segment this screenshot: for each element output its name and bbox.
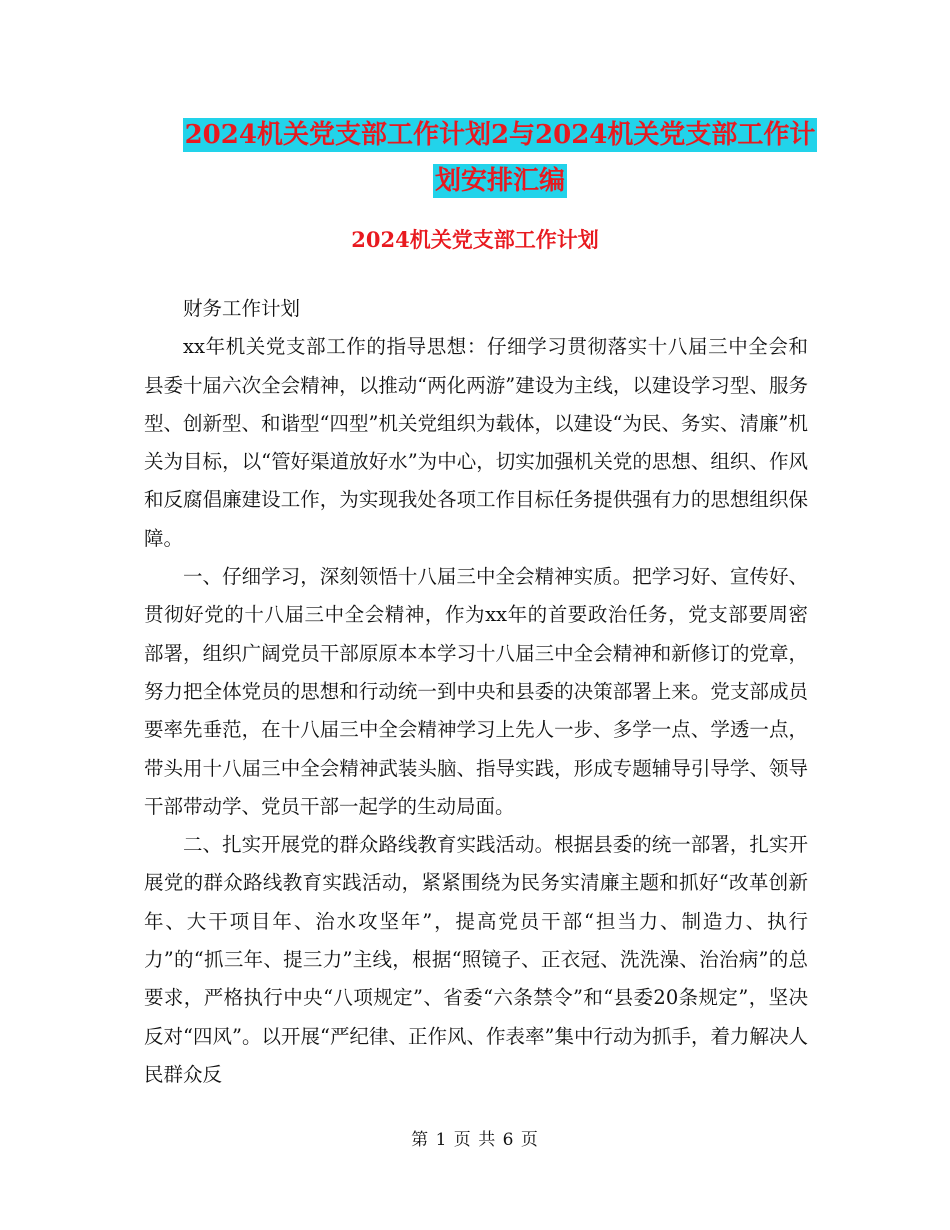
document-title [140,112,860,204]
paragraph: 一、仔细学习，深刻领悟十八届三中全会精神实质。把学习好、宣传好、贯彻好党的十八届三中全会精神，作为xx年的首要政治任务，党支部要周密部署，组织广阔党员干部原原本本学习十八届三中全会精神和新修订的党章，努力把全体党员的思想和行动统一到中央和县委的决策部署上来。党支部成员要率先垂范，在十八届三中全会精神学习上先人一步、多学一点、学透一点，带头用十八届三中全会精神武装头脑、指导实践，形成专题辅导引导学、领导干部带动学、党员干部一起学的生动局面。 [144,565,808,818]
paragraph: 财务工作计划 [183,297,301,320]
title-line-2: 划安排汇编 [434,166,565,196]
page-footer: 第 1 页 共 6 页 [411,1130,539,1150]
title-line-1: 2024机关党支部工作计划2与2024机关党支部工作计 [184,120,816,150]
document-body [144,290,808,1094]
paragraph: 二、扎实开展党的群众路线教育实践活动。根据县委的统一部署，扎实开展党的群众路线教育实践活动，紧紧围绕为民务实清廉主题和抓好“改革创新年、大干项目年、治水攻坚年”，提高党员干部“担当力、制造力、执行力”的“抓三年、提三力”主线，根据“照镜子、正衣冠、洗洗澡、治治病”的总要求，严格执行中央“八项规定”、省委“六条禁令”和“县委20条规定”，坚决反对“四风”。以开展“严纪律、正作风、作表率”集中行动为抓手，着力解决人民群众反 [144,833,808,1086]
paragraph: xx年机关党支部工作的指导思想：仔细学习贯彻落实十八届三中全会和县委十届六次全会精神，以推动“两化两游”建设为主线，以建设学习型、服务型、创新型、和谐型“四型”机关党组织为载体，以建设“为民、务实、清廉”机关为目标，以“管好渠道放好水”为中心，切实加强机关党的思想、组织、作风和反腐倡廉建设工作，为实现我处各项工作目标任务提供强有力的思想组织保障。 [144,335,808,550]
section-heading: 2024机关党支部工作计划 [351,227,599,252]
